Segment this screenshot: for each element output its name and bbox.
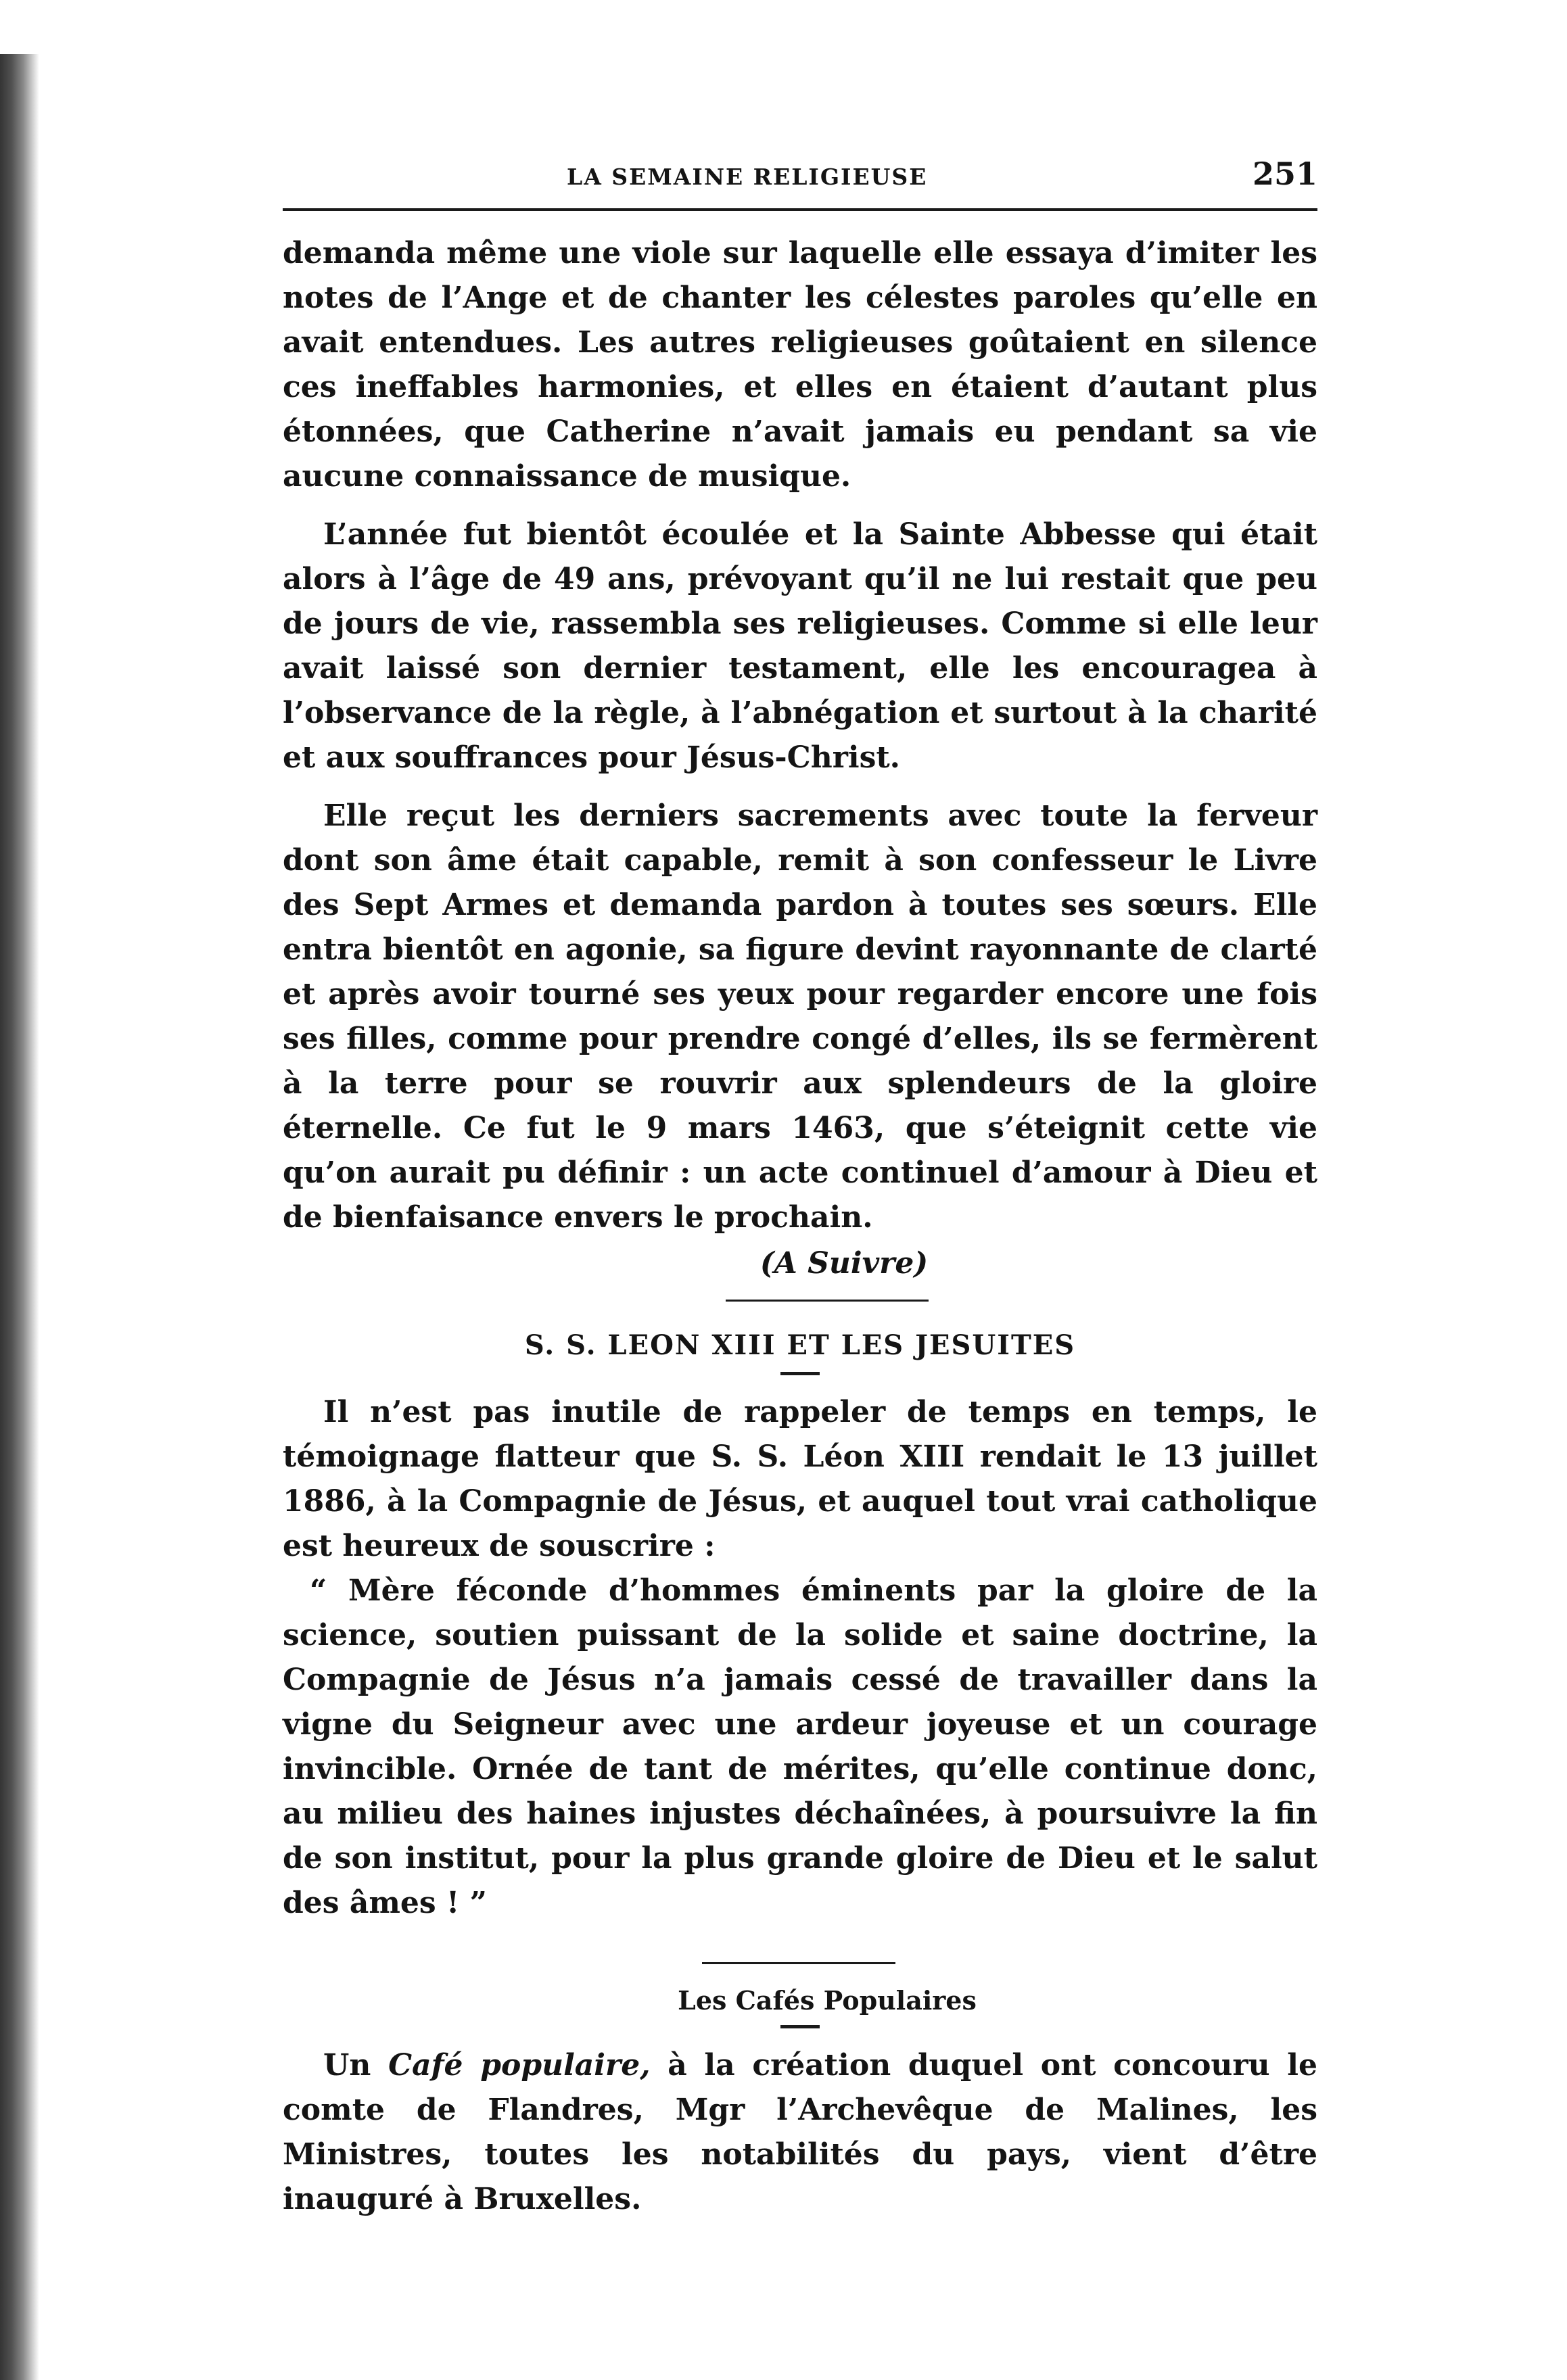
paragraph-continued: demanda même une viole sur laquelle elle essaya d’imiter les notes de l’Ange et de chanter les célestes paroles qu’elle en avait entendues. Les autres religieuses goûtaient en silence ces ineffables harmonies, et elles en étaient d’autant plus étonnées, que Catherine n’avait jamais eu pendant sa vie aucune connaissance de musique. <box>283 236 1317 494</box>
running-header <box>283 156 1317 203</box>
section-title-cafes: Les Cafés Populaires <box>678 1985 977 2016</box>
cafes-text-start: Un <box>323 2048 389 2082</box>
paragraph-cafes <box>283 2043 1317 2222</box>
section-divider <box>726 1300 929 1302</box>
document-page <box>283 156 1317 2222</box>
running-title: LA SEMAINE RELIGIEUSE <box>567 164 928 190</box>
page-number: 251 <box>1252 156 1317 192</box>
paragraph-abbesse: L’année fut bientôt écoulée et la Sainte Abbesse qui était alors à l’âge de 49 ans, prévoyant qu’il ne lui restait que peu de jours de vie, rassembla ses religieuses. Comme si elle leur avait laissé son dernier testament, elle les encouragea à l’observance de la règle, à l’abnégation et surtout à la charité et aux souffrances pour Jésus-Christ. <box>283 517 1317 775</box>
section-title-leon: S. S. LEON XIII ET LES JESUITES <box>524 1329 1076 1361</box>
section-divider <box>702 1962 895 1964</box>
title-dash <box>780 1372 820 1375</box>
page-binding-shadow <box>0 54 39 2380</box>
paragraph-leon-quote: “ Mère féconde d’hommes éminents par la gloire de la science, soutien puissant de la solide et saine doctrine, la Compagnie de Jésus n’a jamais cessé de travailler dans la vigne du Seigneur avec une ardeur joyeuse et un courage invincible. Ornée de tant de mérites, qu’elle continue donc, au milieu des haines injustes déchaînées, à poursuivre la fin de son institut, pour la plus grande gloire de Dieu et le salut des âmes ! ” <box>283 1573 1317 1920</box>
header-rule <box>283 208 1317 211</box>
cafes-italic-term: Café populaire, <box>388 2048 651 2082</box>
paragraph-leon-intro: Il n’est pas inutile de rappeler de temps en temps, le témoignage flatteur que S. S. Léon XIII rendait le 13 juillet 1886, à la Compagnie de Jésus, et auquel tout vrai catholique est heureux de souscrire : <box>283 1395 1317 1563</box>
title-dash <box>780 2025 820 2028</box>
cafes-text-end: à la création duquel ont concouru le comte de Flandres, Mgr l’Archevêque de Malines, les Ministres, toutes les notabilités du pays, vient d’être inauguré à Bruxelles. <box>283 2048 1317 2216</box>
to-be-continued: (A Suivre) <box>759 1246 929 1281</box>
paragraph-death: Elle reçut les derniers sacrements avec toute la ferveur dont son âme était capable, remit à son confesseur le Livre des Sept Armes et demanda pardon à toutes ses sœurs. Elle entra bientôt en agonie, sa figure devint rayonnante de clarté et après avoir tourné ses yeux pour regarder encore une fois ses filles, comme pour prendre congé d’elles, ils se fermèrent à la terre pour se rouvrir aux splendeurs de la gloire éternelle. Ce fut le 9 mars 1463, que s’éteignit cette vie qu’on aurait pu définir : un acte continuel d’amour à Dieu et de bienfaisance envers le prochain. <box>283 799 1317 1235</box>
